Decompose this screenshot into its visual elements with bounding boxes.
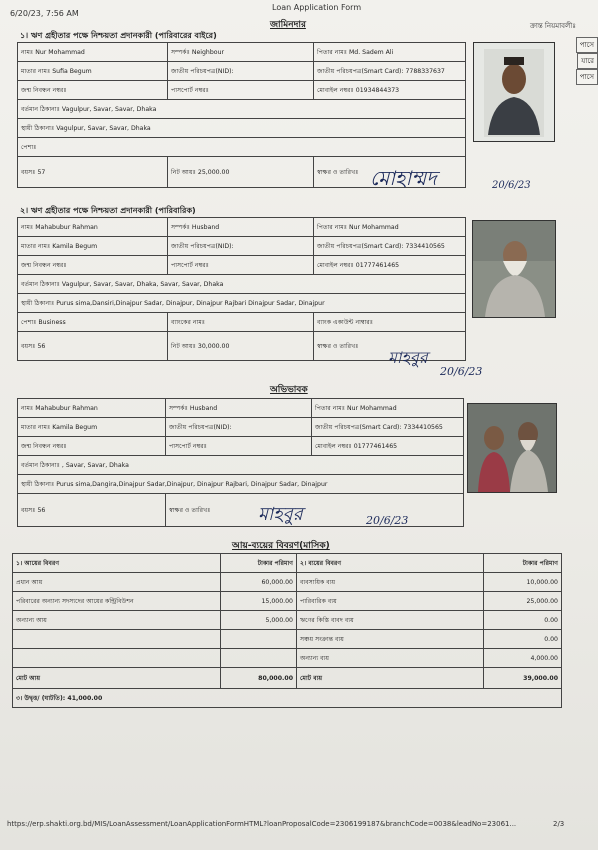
guarantor-2-table (17, 217, 466, 361)
guarantor-2-photo (472, 220, 556, 318)
expense-label: অন্যান্য ব্যয় (297, 649, 484, 668)
g2-name: নামঃ Mahabubur Rahman (18, 218, 168, 237)
income-label: প্রধান আয় (13, 573, 221, 592)
g1-mobile: মোবাইল নম্বরঃ 01934844373 (314, 81, 466, 100)
income-expense-title: আয়-ব্যয়ের বিবরণ(মাসিক) (232, 541, 330, 551)
income-expense-row (13, 649, 562, 668)
g2-bank-account: ব্যাংক একাউন্ট নাম্বারঃ (314, 313, 466, 332)
income-expense-row (13, 592, 562, 611)
g2-nid: জাতীয় পরিচয়পত্র(NID): (168, 237, 314, 256)
g2-present-address: বর্তমান ঠিকানাঃ Vagulpur, Savar, Savar, Dhaka, Savar, Savar, Dhaka (18, 275, 466, 294)
income-label (13, 649, 221, 668)
g1-net-income: নিট আয়ঃ 25,000.00 (168, 157, 314, 188)
total-expense-label: মোট ব্যয় (297, 668, 484, 689)
g1-occupation: পেশাঃ (18, 138, 466, 157)
income-amount: 15,000.00 (221, 592, 297, 611)
income-expense-row (13, 573, 562, 592)
g2-occupation: পেশাঃ Business (18, 313, 168, 332)
edge-rules-label: ক্রান্ত নিয়মাবলীঃ (530, 22, 577, 30)
guardian-photo (467, 403, 557, 493)
page-number: 2/3 (553, 820, 565, 828)
g1-present-address: বর্তমান ঠিকানাঃ Vagulpur, Savar, Savar, Dhaka (18, 100, 466, 119)
g1-name: নামঃ Nur Mohammad (18, 43, 168, 62)
income-expense-table (12, 553, 562, 708)
g2-birth-reg: জন্ম নিবন্ধন নম্বরঃ (18, 256, 168, 275)
g1-father: পিতার নামঃ Md. Sadem Ali (314, 43, 466, 62)
g2-signature-date: 20/6/23 (440, 365, 483, 378)
g2-smart-card: জাতীয় পরিচয়পত্র(Smart Card): 7334410565 (314, 237, 466, 256)
g1-passport: পাসপোর্ট নম্বরঃ (168, 81, 314, 100)
g1-age: বয়সঃ 57 (18, 157, 168, 188)
person-photo-icon (473, 221, 555, 317)
guardian-signature-date: 20/6/23 (366, 514, 409, 527)
g1-signature-date: 20/6/23 (492, 180, 531, 191)
total-expense: 39,000.00 (484, 668, 562, 689)
g2-relation: সম্পর্কঃ Husband (168, 218, 314, 237)
g1-smart-card: জাতীয় পরিচয়পত্র(Smart Card): 7788337637 (314, 62, 466, 81)
guarantor-1-photo (473, 42, 555, 142)
surplus: ৩। উদ্বৃত্ত/ (ঘাটতি): 41,000.00 (13, 689, 562, 708)
g2-bank-name: ব্যাংকের নামঃ (168, 313, 314, 332)
income-amount: 60,000.00 (221, 573, 297, 592)
expense-label: ব্যবসায়িক ব্যয় (297, 573, 484, 592)
guardian-age: বয়সঃ 56 (18, 494, 166, 527)
income-amount (221, 649, 297, 668)
guardian-mother: মাতার নামঃ Kamila Begum (18, 418, 166, 437)
expense-amount: 0.00 (484, 630, 562, 649)
expense-amount: 10,000.00 (484, 573, 562, 592)
guardian-present-address: বর্তমান ঠিকানাঃ , Savar, Savar, Dhaka (18, 456, 464, 475)
expense-amount: 0.00 (484, 611, 562, 630)
guardian-signature: মাহবুর (258, 504, 303, 525)
income-label: অন্যান্য আয় (13, 611, 221, 630)
guardian-name: নামঃ Mahabubur Rahman (18, 399, 166, 418)
g1-birth-reg: জন্ম নিবন্ধন নম্বরঃ (18, 81, 168, 100)
g1-signature: মোহাম্মদ (370, 166, 437, 190)
form-title: Loan Application Form (272, 3, 362, 12)
guarantor-title: জামিনদার (270, 20, 306, 30)
expense-header: ২। ব্যয়ের বিবরণ (297, 554, 484, 573)
guardian-permanent-address: স্থায়ী ঠিকানাঃ Purus sima,Dangira,Dinajpur Sadar,Dinajpur, Dinajpur Rajbari, Dinajpur Sadar, Dinajpur (18, 475, 464, 494)
total-income: 80,000.00 (221, 668, 297, 689)
g1-permanent-address: স্থায়ী ঠিকানাঃ Vagulpur, Savar, Savar, Dhaka (18, 119, 466, 138)
guardian-birth-reg: জন্ম নিবন্ধন নম্বরঃ (18, 437, 166, 456)
g2-mother: মাতার নামঃ Kamila Begum (18, 237, 168, 256)
expense-amount-header: টাকার পরিমাণ (484, 554, 562, 573)
g1-signature-label: স্বাক্ষর ও তারিখঃ (314, 157, 466, 188)
g1-nid: জাতীয় পরিচয়পত্র(NID): (168, 62, 314, 81)
income-header: ১। আয়ের বিবরণ (13, 554, 221, 573)
expense-label: ঋণের কিস্তি বাবদ ব্যয় (297, 611, 484, 630)
g1-relation: সম্পর্কঃ Neighbour (168, 43, 314, 62)
g1-mother: মাতার নামঃ Sufia Begum (18, 62, 168, 81)
g2-permanent-address: স্থায়ী ঠিকানাঃ Purus sima,Dansiri,Dinajpur Sadar, Dinajpur, Dinajpur Rajbari Dinajpur Sadar, Dinajpur (18, 294, 466, 313)
expense-label: পারিবারিক ব্যয় (297, 592, 484, 611)
expense-amount: 25,000.00 (484, 592, 562, 611)
guardian-father: পিতার নামঃ Nur Mohammad (312, 399, 464, 418)
income-amount (221, 630, 297, 649)
expense-amount: 4,000.00 (484, 649, 562, 668)
guardian-table (17, 398, 464, 527)
guardian-nid: জাতীয় পরিচয়পত্র(NID): (166, 418, 312, 437)
g2-mobile: মোবাইল নম্বরঃ 01777461465 (314, 256, 466, 275)
income-expense-row (13, 611, 562, 630)
edge-tab: পাসে (576, 37, 598, 53)
expense-label: সঞ্চয় সংক্রান্ত ব্যয় (297, 630, 484, 649)
footer-url: https://erp.shakti.org.bd/MIS/LoanAssessment/LoanApplicationFormHTML?loanProposalCode=2306199187&branchCode=0038&leadNo=23061... (7, 820, 517, 828)
guardian-smart-card: জাতীয় পরিচয়পত্র(Smart Card): 7334410565 (312, 418, 464, 437)
g2-age: বয়সঃ 56 (18, 332, 168, 361)
income-amount: 5,000.00 (221, 611, 297, 630)
g2-net-income: নিট আয়ঃ 30,000.00 (168, 332, 314, 361)
guarantor-1-heading: ১। ঋণ গ্রহীতার পক্ষে নিশ্চয়তা প্রদানকারী (পারিবারের বাইরে) (20, 31, 217, 40)
guardian-mobile: মোবাইল নম্বরঃ 01777461465 (312, 437, 464, 456)
g2-passport: পাসপোর্ট নম্বরঃ (168, 256, 314, 275)
guardian-passport: পাসপোর্ট নম্বরঃ (166, 437, 312, 456)
edge-tab: যারে (577, 53, 598, 69)
total-income-label: মোট আয় (13, 668, 221, 689)
guardian-signature-label: স্বাক্ষর ও তারিখঃ (166, 494, 464, 527)
guardian-title: অভিভাবক (270, 385, 308, 395)
print-datetime: 6/20/23, 7:56 AM (10, 9, 79, 18)
g2-signature: মাহবুর (388, 348, 428, 367)
g2-father: পিতার নামঃ Nur Mohammad (314, 218, 466, 237)
guarantor-2-heading: ২। ঋণ গ্রহীতার পক্ষে নিশ্চয়তা প্রদানকারী (পারিবারিক) (20, 206, 196, 215)
g2-signature-label: স্বাক্ষর ও তারিখঃ (314, 332, 466, 361)
person-photo-icon (474, 43, 554, 141)
income-label (13, 630, 221, 649)
income-label: পরিবারের অন্যান্য সদস্যদের আয়ের কন্ট্রিবিউশন (13, 592, 221, 611)
edge-tab: পাসে (576, 69, 598, 85)
income-amount-header: টাকার পরিমাণ (221, 554, 297, 573)
income-expense-row (13, 630, 562, 649)
person-photo-icon (468, 404, 556, 492)
guardian-relation: সম্পর্কঃ Husband (166, 399, 312, 418)
